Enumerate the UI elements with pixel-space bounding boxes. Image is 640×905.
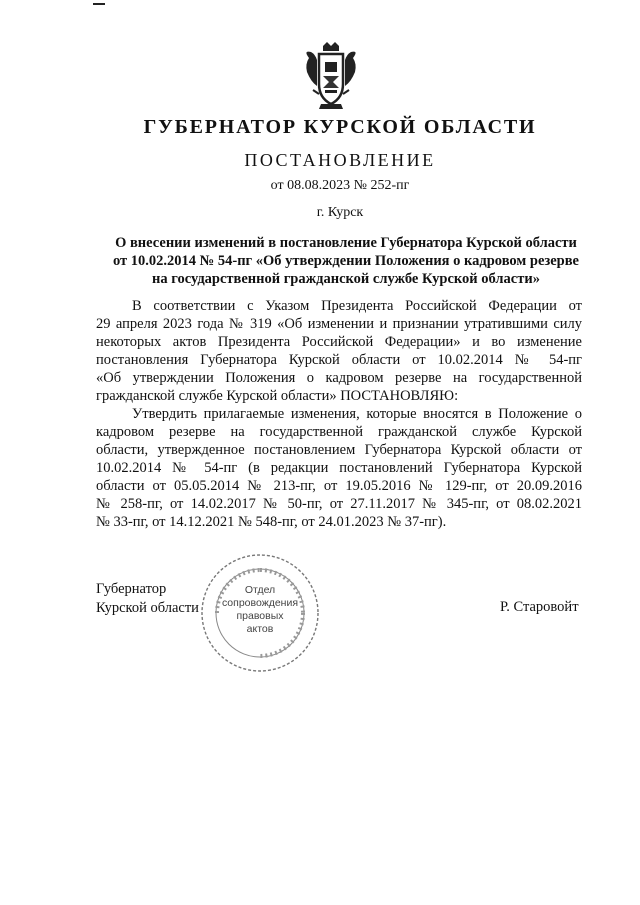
- stamp-line: правовых: [236, 610, 284, 622]
- signatory-position-line: Губернатор: [96, 581, 167, 597]
- stamp-line: актов: [246, 623, 274, 635]
- document-city: г. Курск: [316, 205, 364, 220]
- body-line: № 33-пг, от 14.12.2021 № 548-пг, от 24.01.2023 № 37-пг).: [96, 514, 447, 530]
- document-body: [96, 297, 582, 531]
- body-line: В соответствии с Указом Президента Российской Федерации от: [132, 298, 582, 314]
- body-line: постановления Губернатора Курской области от 10.02.2014 № 54-пг: [96, 352, 582, 368]
- stamp-line: Отдел: [244, 584, 276, 596]
- document-title: [96, 234, 596, 288]
- title-line: О внесении изменений в постановление Губернатора Курской области: [115, 235, 577, 251]
- title-line: на государственной гражданской службе Курской области»: [152, 271, 540, 287]
- body-line: области от 05.05.2014 № 213-пг, от 19.05.2016 № 129-пг, от 20.09.2016: [96, 478, 582, 494]
- body-line: гражданской службе Курской области» ПОСТАНОВЛЯЮ:: [96, 388, 459, 404]
- signatory-name: Р. Старовойт: [500, 599, 579, 615]
- body-line: 10.02.2014 № 54-пг (в редакции постановлений Губернатора Курской: [96, 460, 582, 476]
- coat-of-arms-icon: [303, 42, 359, 110]
- body-line: некоторых актов Президента Российской Федерации» и во изменение: [96, 334, 582, 350]
- title-line: от 10.02.2014 № 54-пг «Об утверждении Положения о кадровом резерве: [113, 253, 579, 269]
- body-line: «Об утверждении Положения о кадровом резерве на государственной: [96, 370, 582, 386]
- issuing-authority: ГУБЕРНАТОР КУРСКОЙ ОБЛАСТИ: [143, 116, 537, 138]
- document-type: ПОСТАНОВЛЕНИЕ: [244, 150, 436, 170]
- stamp-line: сопровождения: [221, 597, 299, 609]
- body-line: № 258-пг, от 14.02.2017 № 50-пг, от 27.11.2017 № 345-пг, от 08.02.2021: [96, 496, 582, 512]
- body-line: кадровом резерве на государственной гражданской службе Курской: [96, 424, 582, 440]
- signatory-position: [96, 580, 199, 618]
- body-line: Утвердить прилагаемые изменения, которые вносятся в Положение о: [132, 406, 582, 422]
- scan-mark: [93, 3, 105, 5]
- stamp-text: [215, 584, 305, 636]
- body-line: 29 апреля 2023 года № 319 «Об изменении и признании утратившими силу: [96, 316, 582, 332]
- signatory-position-line: Курской области: [96, 600, 199, 616]
- document-date-number: от 08.08.2023 № 252-пг: [270, 178, 410, 193]
- body-line: области, утвержденное постановлением Губернатора Курской области от: [96, 442, 582, 458]
